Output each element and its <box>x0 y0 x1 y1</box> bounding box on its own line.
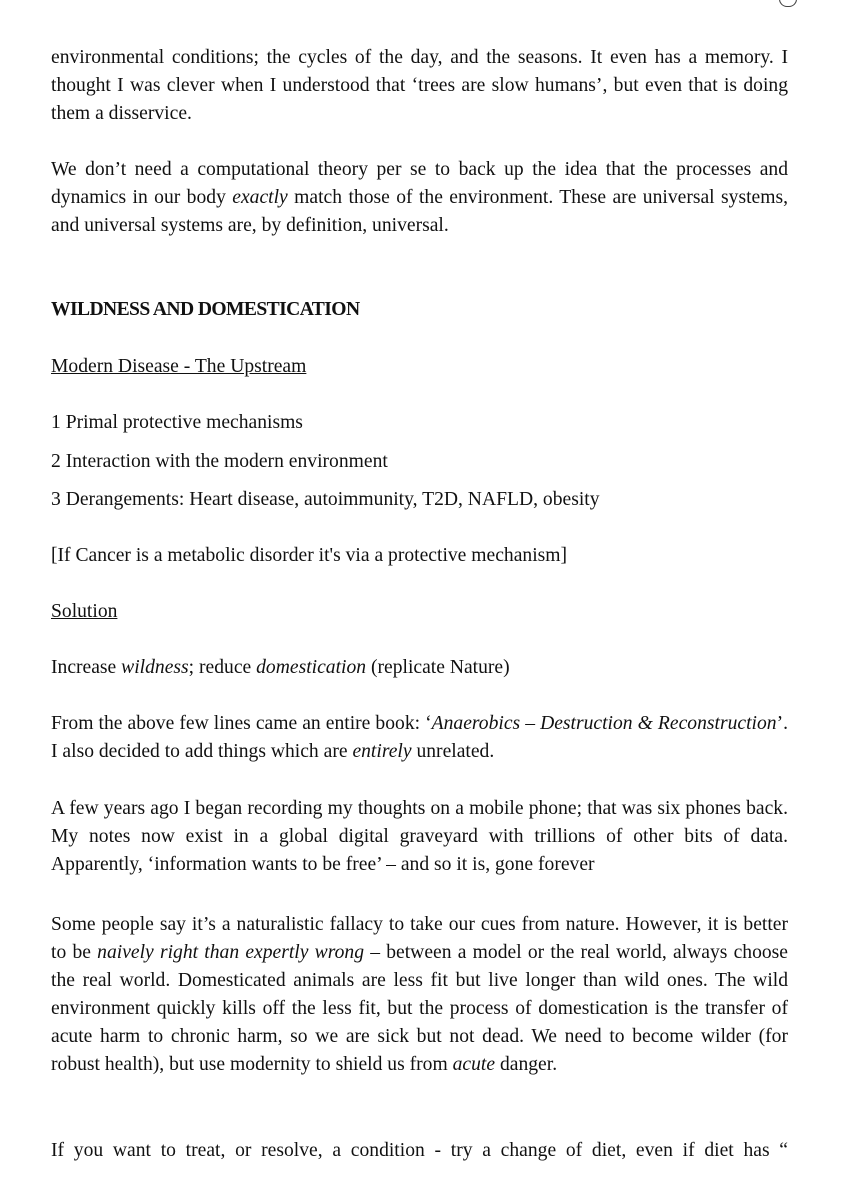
paragraph-universal-systems <box>51 156 788 240</box>
text-run: ; reduce <box>188 657 257 678</box>
list-item: 1 Primal protective mechanisms <box>51 412 303 433</box>
subheading-modern-disease: Modern Disease - The Upstream <box>51 356 307 377</box>
paragraph-trees: environmental conditions; the cycles of the day, and the seasons. It even has a memory. I thought I was clever when I understood that ‘trees are slow humans’, but even that is doing them a disservice. <box>51 47 788 124</box>
list-item: 2 Interaction with the modern environment <box>51 451 388 472</box>
book-title: Anaerobics – Destruction & Reconstruction <box>431 713 777 734</box>
text-run: – between a model or the real world, always choose the real world. Domesticated animals are less fit but live longer than wild ones. The wild environment quickly kills off the less fit, but the process of domestication is the transfer of acute harm to chronic harm, so we are sick but not dead. We need to become wilder (for robust health), but use modernity to shield us from <box>51 942 788 1075</box>
text-run: (replicate Nature) <box>366 657 510 678</box>
text-run: From the above few lines came an entire book: ‘ <box>51 713 432 734</box>
text-run: danger. <box>495 1054 558 1075</box>
text-run: Increase <box>51 657 122 678</box>
text-run: unrelated. <box>411 741 495 762</box>
text-run: ’. I also decided to add things which are <box>51 713 788 762</box>
paragraph-naturalistic-fallacy <box>51 911 788 1079</box>
emphasis-domestication: domestication <box>256 657 367 678</box>
paragraph-book <box>51 710 788 766</box>
text-run: Some people say it’s a naturalistic fallacy to take our cues from nature. However, it is better to be <box>51 914 788 963</box>
page-corner-mark <box>779 0 797 7</box>
text-run: match those of the environment. These are universal systems, and universal systems are, by definition, universal. <box>51 187 788 236</box>
emphasis-naively-right: naively right than expertly wrong <box>97 942 365 963</box>
emphasis-acute: acute <box>452 1054 496 1075</box>
paragraph-diet: If you want to treat, or resolve, a condition - try a change of diet, even if diet has “ <box>51 1140 788 1161</box>
section-heading: WILDNESS AND DOMESTICATION <box>51 299 360 320</box>
cancer-note: [If Cancer is a metabolic disorder it's via a protective mechanism] <box>51 545 568 566</box>
solution-line <box>51 654 510 682</box>
subheading-solution: Solution <box>51 601 118 622</box>
emphasis-wildness: wildness <box>121 657 189 678</box>
text-run: We don’t need a computational theory per se to back up the idea that the processes and dynamics in our body <box>51 159 788 208</box>
list-item: 3 Derangements: Heart disease, autoimmunity, T2D, NAFLD, obesity <box>51 489 600 510</box>
emphasis-entirely: entirely <box>352 741 412 762</box>
paragraph-notes: A few years ago I began recording my thoughts on a mobile phone; that was six phones back. My notes now exist in a global digital graveyard with trillions of other bits of data. Apparently, ‘information wants to be free’ – and so it is, gone forever <box>51 798 788 875</box>
emphasis-exactly: exactly <box>232 187 288 208</box>
